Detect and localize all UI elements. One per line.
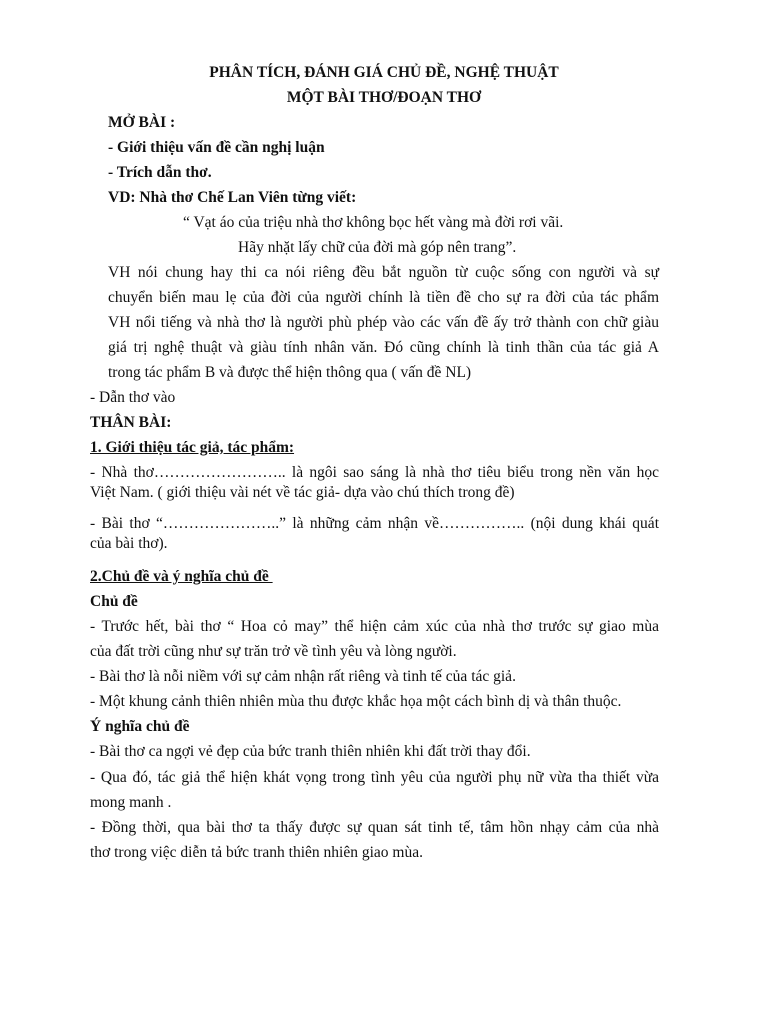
y-nghia-paragraph-line: mong manh . xyxy=(90,794,172,811)
y-nghia-paragraph-line: - Đồng thời, qua bài thơ ta thấy được sự quan sát tinh tế, tâm hồn nhạy cảm của nhà xyxy=(90,819,659,836)
chu-de-paragraph-line: - Bài thơ là nỗi niềm với sự cảm nhận rất riêng và tinh tế của tác giả. xyxy=(90,668,516,685)
mo-bai-item-1: - Giới thiệu vấn đề cần nghị luận xyxy=(108,139,325,156)
mo-bai-item-2: - Trích dẫn thơ. xyxy=(108,164,212,181)
intro-paragraph-line: chuyển biến mau lẹ của đời của người chính là tiền đề cho sự ra đời của tác phẩm xyxy=(108,289,659,306)
work-intro-line: của bài thơ). xyxy=(90,535,168,552)
intro-paragraph-line: trong tác phẩm B và được thể hiện thông qua ( vấn đề NL) xyxy=(108,364,472,381)
title-line-2: MỘT BÀI THƠ/ĐOẠN THƠ xyxy=(286,89,482,106)
quote-line-1: “ Vạt áo của triệu nhà thơ không bọc hết vàng mà đời rơi vãi. xyxy=(183,214,564,231)
mo-bai-heading: MỞ BÀI : xyxy=(108,114,176,131)
than-bai-heading: THÂN BÀI: xyxy=(90,414,172,431)
section-1-heading: 1. Giới thiệu tác giả, tác phẩm: xyxy=(90,439,295,456)
title-line-1: PHÂN TÍCH, ĐÁNH GIÁ CHỦ ĐỀ, NGHỆ THUẬT xyxy=(209,64,559,81)
dan-tho-line: - Dẫn thơ vào xyxy=(90,389,176,406)
chu-de-heading: Chủ đề xyxy=(90,593,138,610)
work-intro-line: - Bài thơ “…………………..” là những cảm nhận về…………….. (nội dung khái quát xyxy=(90,515,659,532)
intro-paragraph-line: VH nói chung hay thi ca nói riêng đều bắt nguồn từ cuộc sống con người và sự xyxy=(108,264,659,281)
quote-line-2: Hãy nhặt lấy chữ của đời mà góp nên trang”. xyxy=(238,239,517,256)
author-intro-line: - Nhà thơ…………………….. là ngôi sao sáng là nhà thơ tiêu biểu trong nền văn học xyxy=(90,464,659,481)
section-2-heading: 2.Chủ đề và ý nghĩa chủ đề xyxy=(90,568,273,585)
author-intro-line: Việt Nam. ( giới thiệu vài nét về tác giả- dựa vào chú thích trong đề) xyxy=(90,484,515,501)
chu-de-paragraph-line: - Một khung cảnh thiên nhiên mùa thu được khắc họa một cách bình dị và thân thuộc. xyxy=(90,693,622,710)
intro-paragraph-line: VH nổi tiếng và nhà thơ là người phù phép vào các vấn đề ấy trở thành con chữ giàu xyxy=(108,314,659,331)
y-nghia-heading: Ý nghĩa chủ đề xyxy=(90,718,190,735)
y-nghia-paragraph-line: thơ trong việc diễn tả bức tranh thiên nhiên giao mùa. xyxy=(90,844,423,861)
example-intro: VD: Nhà thơ Chế Lan Viên từng viết: xyxy=(108,189,357,206)
intro-paragraph-line: giá trị nghệ thuật và giàu tính nhân văn. Đó cũng chính là tinh thần của tác giả A xyxy=(108,339,659,356)
chu-de-paragraph-line: của đất trời cũng như sự trăn trở về tình yêu và lòng người. xyxy=(90,643,457,660)
y-nghia-paragraph-line: - Qua đó, tác giả thể hiện khát vọng trong tình yêu của người phụ nữ vừa tha thiết vừa xyxy=(90,769,659,786)
chu-de-paragraph-line: - Trước hết, bài thơ “ Hoa cỏ may” thể hiện cảm xúc của nhà thơ trước sự giao mùa xyxy=(90,618,659,635)
y-nghia-paragraph-line: - Bài thơ ca ngợi vẻ đẹp của bức tranh thiên nhiên khi đất trời thay đổi. xyxy=(90,743,531,760)
